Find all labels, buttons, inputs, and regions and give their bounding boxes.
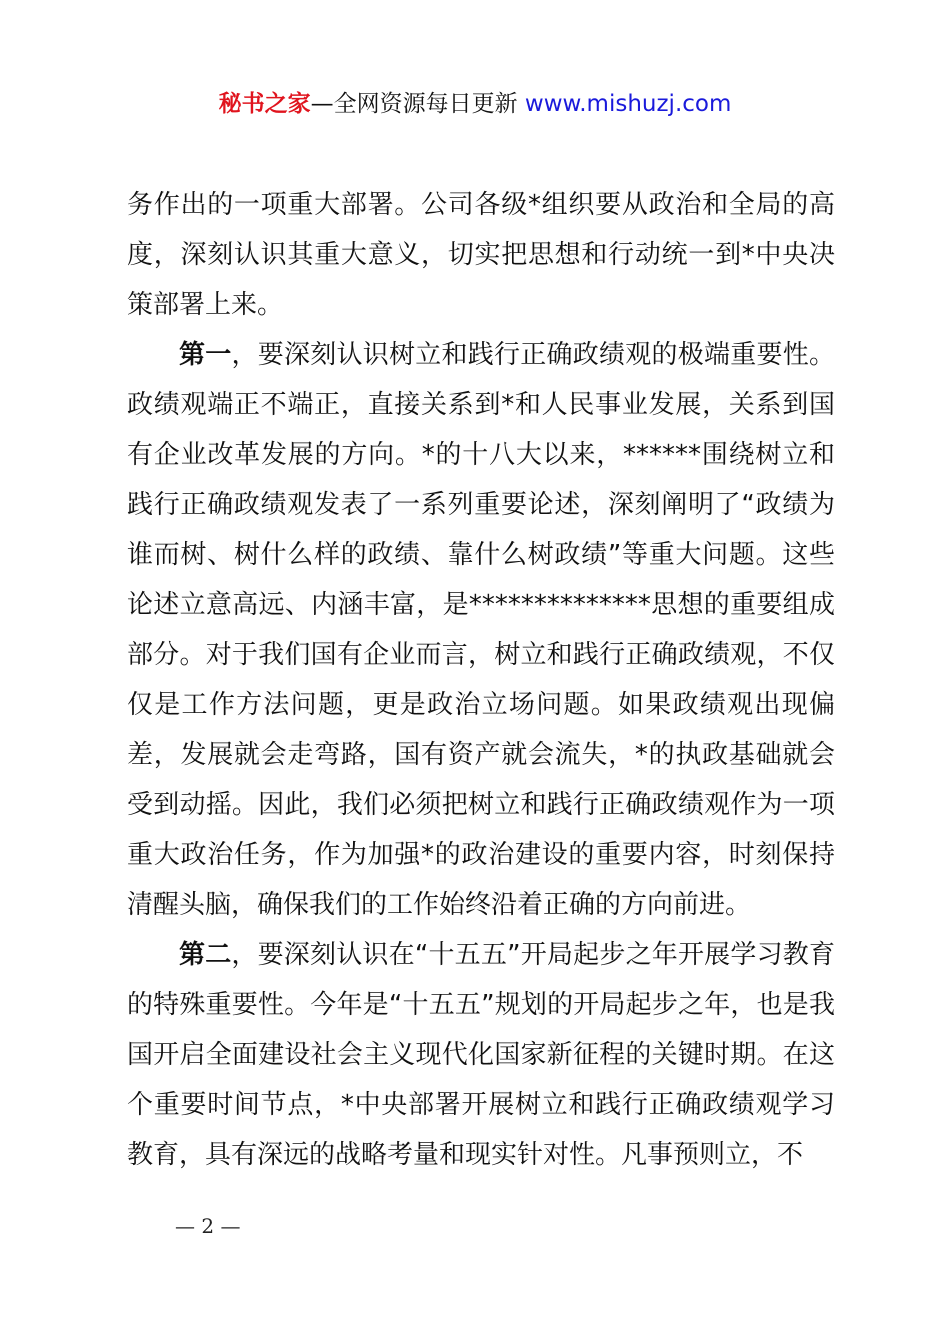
header-url[interactable]: www.mishuzj.com [524,91,732,117]
paragraph-continuation [127,180,835,330]
paragraph-first-point [127,330,835,930]
document-body [127,180,835,1180]
paragraph-text: 务作出的一项重大部署。公司各级*组织要从政治和全局的高度，深刻认识其重大意义，切实把思想和行动统一到*中央决策部署上来。 [127,190,835,320]
paragraph-text: ，要深刻认识在“十五五”开局起步之年开展学习教育的特殊重要性。今年是“十五五”规划的开局起步之年，也是我国开启全面建设社会主义现代化国家新征程的关键时期。在这个重要时间节点，*中央部署开展树立和践行正确政绩观学习教育，具有深远的战略考量和现实针对性。凡事预则立，不 [127,940,835,1170]
paragraph-lead: 第二 [179,940,232,970]
paragraph-lead: 第一 [179,340,232,370]
site-header [0,88,950,120]
paragraph-second-point [127,930,835,1180]
brand-name: 秘书之家 [218,91,311,117]
header-slogan: —全网资源每日更新 [310,91,525,117]
page-number: — 2 — [175,1214,241,1238]
paragraph-text: ，要深刻认识树立和践行正确政绩观的极端重要性。政绩观端正不端正，直接关系到*和人民事业发展，关系到国有企业改革发展的方向。*的十八大以来，******围绕树立和践行正确政绩观发表了一系列重要论述，深刻阐明了“政绩为谁而树、树什么样的政绩、靠什么树政绩”等重大问题。这些论述立意高远、内涵丰富，是**************思想的重要组成部分。对于我们国有企业而言，树立和践行正确政绩观，不仅仅是工作方法问题，更是政治立场问题。如果政绩观出现偏差，发展就会走弯路，国有资产就会流失，*的执政基础就会受到动摇。因此，我们必须把树立和践行正确政绩观作为一项重大政治任务，作为加强*的政治建设的重要内容，时刻保持清醒头脑，确保我们的工作始终沿着正确的方向前进。 [127,340,835,920]
